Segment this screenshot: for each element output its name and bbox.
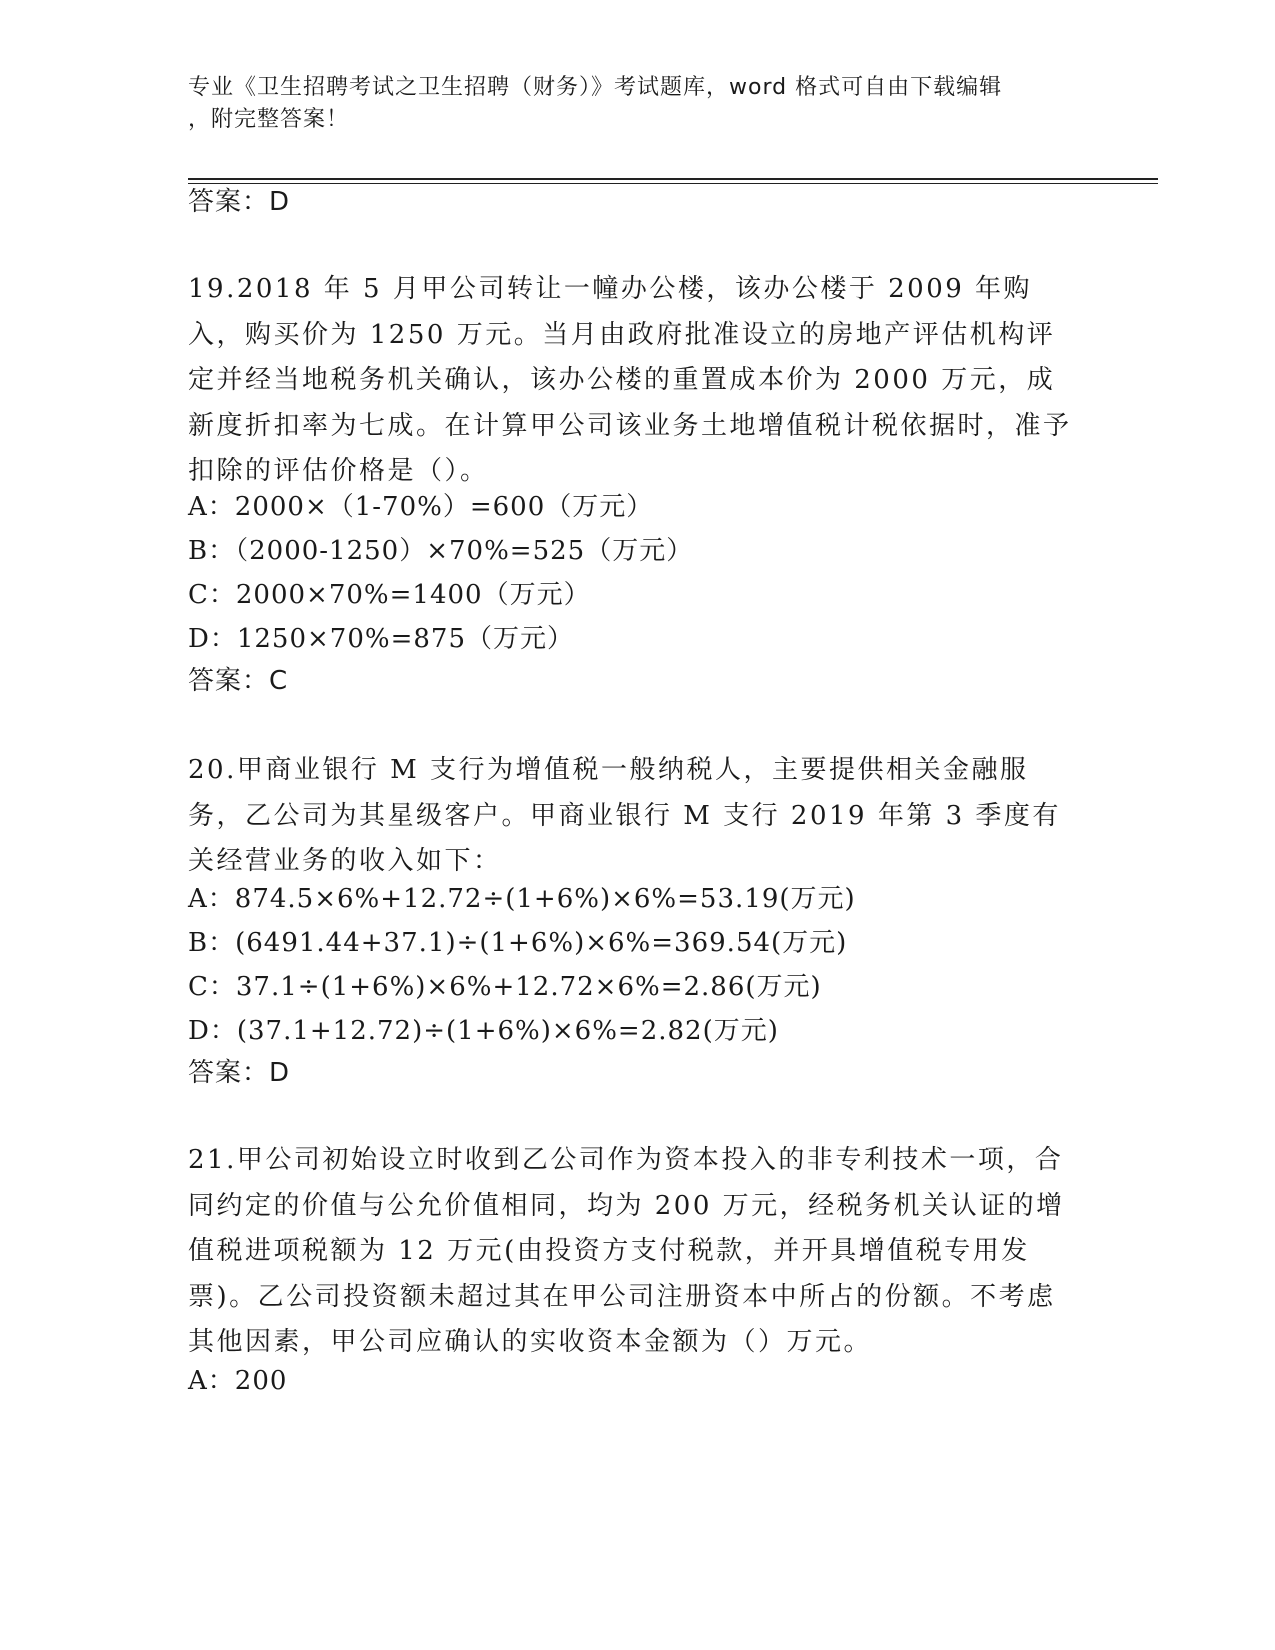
question-19-option-c: C：2000×70%=1400（万元） bbox=[188, 580, 591, 610]
header-line-1: 专业《卫生招聘考试之卫生招聘（财务）》考试题库，word 格式可自由下载编辑 bbox=[188, 75, 1003, 100]
question-19-text: 19.2018 年 5 月甲公司转让一幢办公楼，该办公楼于 2009 年购入，购买价为 1250 万元。当月由政府批准设立的房地产评估机构评定并经当地税务机关确认，该办公楼的重置成本价为 2000 万元，成新度折扣率为七成。在计算甲公司该业务土地增值税计税依据时，准予扣除的评估价格是（）。 bbox=[188, 274, 1072, 486]
answer-18: 答案：D bbox=[188, 187, 291, 217]
question-20-option-a: A：874.5×6%+12.72÷(1+6%)×6%=53.19(万元) bbox=[188, 884, 856, 914]
question-20-text: 20.甲商业银行 M 支行为增值税一般纳税人，主要提供相关金融服务，乙公司为其星级客户。甲商业银行 M 支行 2019 年第 3 季度有关经营业务的收入如下： bbox=[188, 755, 1061, 876]
answer-19: 答案：C bbox=[188, 666, 289, 696]
header-line-2: ，附完整答案！ bbox=[188, 107, 350, 132]
question-20-option-d: D：(37.1+12.72)÷(1+6%)×6%=2.82(万元) bbox=[188, 1016, 779, 1046]
answer-20: 答案：D bbox=[188, 1058, 291, 1088]
question-20-option-c: C：37.1÷(1+6%)×6%+12.72×6%=2.86(万元) bbox=[188, 972, 822, 1002]
page-header bbox=[188, 72, 1088, 136]
question-19-option-b: B：（2000-1250）×70%=525（万元） bbox=[188, 536, 694, 566]
question-19-option-a: A：2000×（1-70%）=600（万元） bbox=[188, 492, 654, 522]
question-21-text: 21.甲公司初始设立时收到乙公司作为资本投入的非专利技术一项，合同约定的价值与公允价值相同，均为 200 万元，经税务机关认证的增值税进项税额为 12 万元(由投资方支付税款，并开具增值税专用发票)。乙公司投资额未超过其在甲公司注册资本中所占的份额。不考虑其他因素，甲公司应确认的实收资本金额为（）万元。 bbox=[188, 1145, 1065, 1357]
header-divider-thin bbox=[188, 183, 1158, 184]
header-divider-thick bbox=[188, 178, 1158, 180]
question-20-option-b: B：(6491.44+37.1)÷(1+6%)×6%=369.54(万元) bbox=[188, 928, 848, 958]
question-21-option-a: A：200 bbox=[188, 1366, 288, 1396]
question-19-option-d: D：1250×70%=875（万元） bbox=[188, 624, 574, 654]
